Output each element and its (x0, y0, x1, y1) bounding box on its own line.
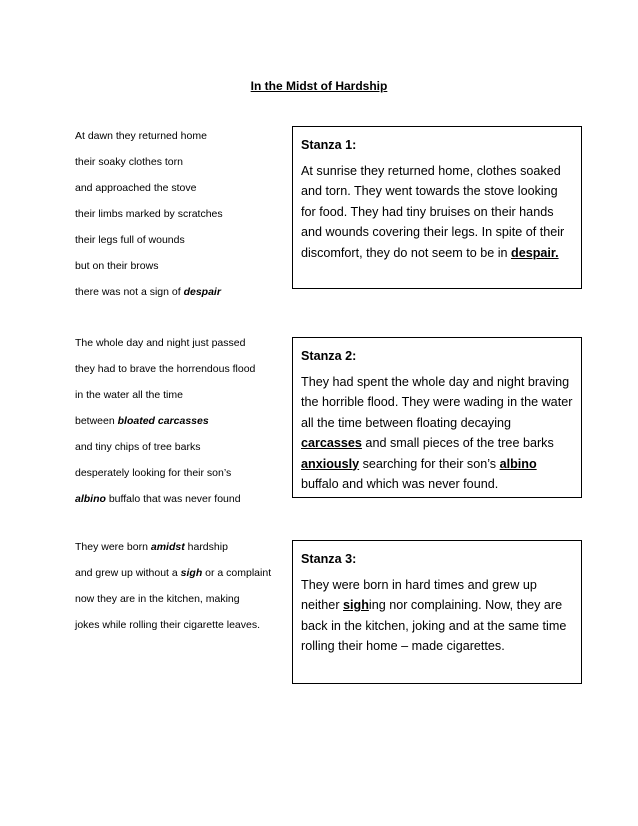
poem-line: and grew up without a sigh or a complaint (75, 567, 272, 579)
key-word: sigh (343, 598, 369, 612)
page-title: In the Midst of Hardship (250, 79, 388, 93)
poem-line: albino buffalo that was never found (75, 493, 241, 505)
stanza-paraphrase: They were born in hard times and grew up neither sighing nor complaining. Now, they are back in the kitchen, joking and at the same time rolling their home – made cigarettes. (301, 577, 567, 653)
stanza-heading: Stanza 3: (301, 552, 357, 566)
poem-line: desperately looking for their son’s (75, 467, 232, 479)
emphasis-word: amidst (150, 541, 185, 553)
stanza-paraphrase: They had spent the whole day and night braving the horrible flood. They were wading in the water all the time between floating decaying carcasses and small pieces of the tree barks anxiously searching for their son’s albino buffalo and which was never found. (301, 374, 573, 491)
poem-line: there was not a sign of despair (75, 286, 221, 298)
poem-line: their soaky clothes torn (75, 156, 183, 168)
stanza-3-box (292, 540, 582, 684)
poem-line: their limbs marked by scratches (75, 208, 223, 220)
stanza-2-box (292, 337, 582, 498)
poem-line: their legs full of wounds (75, 234, 185, 246)
poem-line: they had to brave the horrendous flood (75, 363, 256, 375)
stanza-1-box (292, 126, 582, 289)
key-word: albino (499, 456, 537, 471)
poem-line: and approached the stove (75, 182, 197, 194)
emphasis-word: bloated carcasses (117, 415, 209, 427)
key-word: carcasses (301, 436, 362, 450)
key-word: despair. (511, 245, 559, 260)
stanza-heading: Stanza 1: (301, 138, 357, 152)
poem-line: jokes while rolling their cigarette leaves. (75, 619, 261, 631)
emphasis-word: sigh (180, 567, 203, 579)
poem-line: and tiny chips of tree barks (75, 441, 201, 453)
emphasis-word: despair (183, 286, 221, 298)
key-word: anxiously (301, 456, 360, 471)
poem-line: At dawn they returned home (75, 130, 207, 142)
poem-line: They were born amidst hardship (75, 541, 228, 553)
stanza-paraphrase: At sunrise they returned home, clothes soaked and torn. They went towards the stove looking for food. They had tiny bruises on their hands and wounds covering their legs. In spite of their discomfort, they do not seem to be in despair. (301, 163, 565, 260)
poem-line: in the water all the time (75, 389, 183, 401)
stanza-heading: Stanza 2: (301, 349, 357, 363)
poem-line: but on their brows (75, 260, 159, 272)
emphasis-word: albino (75, 493, 106, 505)
poem-line: now they are in the kitchen, making (75, 593, 240, 605)
poem-line: between bloated carcasses (75, 415, 209, 427)
poem-line: The whole day and night just passed (75, 337, 246, 349)
